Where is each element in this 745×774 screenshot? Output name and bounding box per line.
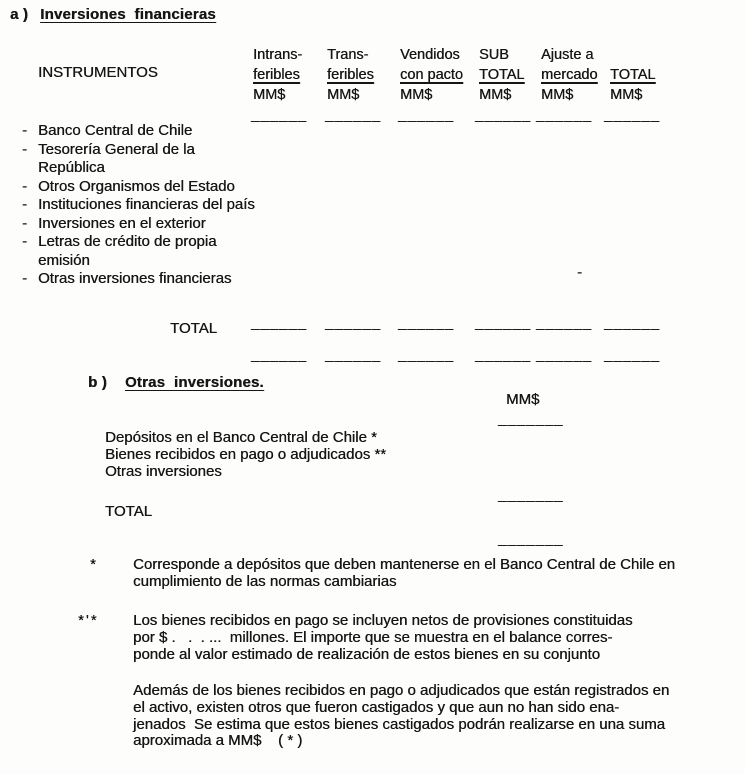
section-b-unit-header: MM$: [506, 391, 540, 408]
col-header-unit: MM$: [610, 87, 643, 103]
footnote-2-text: [133, 613, 632, 663]
col-header-total: [610, 45, 682, 105]
col-header-unit: MM$: [541, 87, 574, 103]
section-b-label: b ): [88, 374, 107, 391]
col-header-line2: feribles: [327, 67, 374, 83]
row-label: Banco Central de Chile: [38, 122, 193, 139]
col-header-unit: MM$: [479, 87, 512, 103]
blank-line: ______: [604, 314, 661, 331]
list-item: Bienes recibidos en pago o adjudicados **: [105, 446, 387, 464]
blank-line: ______: [325, 314, 382, 331]
footnote-1-text: [133, 557, 675, 591]
footnote-line: ponde al valor estimado de realización de estos bienes en su conjunto: [133, 645, 600, 663]
col-header-line1: Trans-: [327, 47, 369, 63]
section-b-total-label: TOTAL: [105, 503, 152, 520]
blank-line: ______: [475, 346, 532, 363]
col-header-vendidos-con-pacto: [400, 45, 472, 105]
blank-line: ______: [251, 346, 308, 363]
section-b-heading: [88, 374, 264, 391]
row-bullet: -: [22, 196, 27, 213]
blank-line: ______: [325, 346, 382, 363]
row-bullet: -: [22, 233, 27, 250]
table-row: [22, 270, 256, 289]
blank-line: _______: [498, 486, 564, 503]
table-row-header: INSTRUMENTOS: [38, 64, 158, 81]
section-a-heading: [10, 6, 216, 23]
footnote-line: jenados Se estima que estos bienes castigados podrán realizarse en una suma: [133, 715, 665, 733]
blank-line: ______: [604, 106, 661, 123]
col-header-line1: Vendidos: [400, 47, 460, 63]
footnote-line: cumplimiento de las normas cambiarias: [133, 572, 397, 590]
col-header-line1: Intrans-: [253, 47, 303, 63]
section-a-total-label: TOTAL: [170, 320, 217, 337]
col-header-line2: TOTAL: [479, 67, 525, 83]
footnote-line: Corresponde a depósitos que deben mantenerse en el Banco Central de Chile en: [133, 556, 676, 573]
col-header-line2: mercado: [541, 67, 598, 83]
blank-line: _______: [498, 410, 564, 427]
table-row: [22, 178, 256, 197]
footnote-2-continuation: [133, 683, 669, 750]
col-header-transferibles: [327, 45, 399, 105]
footnote-2-marker: *'*: [78, 612, 99, 629]
blank-line: ______: [475, 106, 532, 123]
blank-line: ______: [251, 314, 308, 331]
row-label: Otros Organismos del Estado: [38, 177, 235, 195]
row-label: Otras inversiones financieras: [38, 270, 232, 287]
col-header-unit: MM$: [400, 87, 433, 103]
table-row: [22, 196, 256, 215]
table-row: [22, 141, 256, 178]
scan-artifact-dash: -: [577, 264, 582, 281]
section-b-title: Otras inversiones.: [124, 374, 264, 391]
col-header-line2: con pacto: [400, 67, 463, 83]
footnote-line: aproximada a MM$ ( * ): [133, 732, 303, 750]
list-item: Otras inversiones: [105, 463, 222, 481]
row-bullet: -: [22, 140, 27, 158]
blank-line: ______: [475, 314, 532, 331]
footnote-line: por $ . . . ... millones. El importe que se muestra en el balance corres-: [133, 628, 613, 646]
col-header-line1: SUB: [479, 47, 509, 63]
row-label: Tesorería General de la República: [38, 140, 195, 176]
blank-line: _______: [498, 530, 564, 547]
section-b-items: [105, 429, 386, 481]
blank-line: ______: [536, 106, 593, 123]
blank-line: ______: [398, 314, 455, 331]
blank-line: ______: [325, 106, 382, 123]
table-row: [22, 122, 256, 141]
section-a-label: a ): [10, 6, 29, 23]
footnote-line: Además de los bienes recibidos en pago o adjudicados que están registrados en: [133, 682, 670, 699]
section-a-title: Inversiones financieras: [40, 6, 216, 23]
footnote-line: el activo, existen otros que fueron castigados y que aun no han sido ena-: [133, 698, 620, 716]
row-bullet: -: [22, 270, 27, 287]
blank-line: ______: [398, 346, 455, 363]
col-header-ajuste-mercado: [541, 45, 613, 105]
row-label: Letras de crédito de propia emisión: [38, 233, 217, 269]
row-bullet: -: [22, 122, 27, 139]
col-header-line1: [610, 45, 682, 65]
col-header-unit: MM$: [327, 87, 360, 103]
blank-line: ______: [536, 346, 593, 363]
row-bullet: -: [22, 177, 27, 195]
row-bullet: -: [22, 214, 27, 232]
col-header-line1: Ajuste a: [541, 47, 594, 63]
footnote-1-marker: *: [90, 556, 98, 573]
col-header-line2: feribles: [253, 67, 300, 83]
list-item: Depósitos en el Banco Central de Chile *: [105, 429, 377, 446]
instrument-list: [22, 122, 256, 289]
blank-line: ______: [398, 106, 455, 123]
row-label: Inversiones en el exterior: [38, 214, 206, 232]
blank-line: ______: [536, 314, 593, 331]
footnote-line: Los bienes recibidos en pago se incluyen netos de provisiones constituidas: [133, 612, 633, 629]
row-label: Instituciones financieras del país: [38, 196, 255, 213]
table-row: [22, 215, 256, 234]
col-header-line2: TOTAL: [610, 67, 656, 83]
table-row: [22, 233, 256, 270]
blank-line: ______: [604, 346, 661, 363]
blank-line: ______: [251, 106, 308, 123]
col-header-intransferibles: [253, 45, 325, 105]
col-header-unit: MM$: [253, 87, 286, 103]
